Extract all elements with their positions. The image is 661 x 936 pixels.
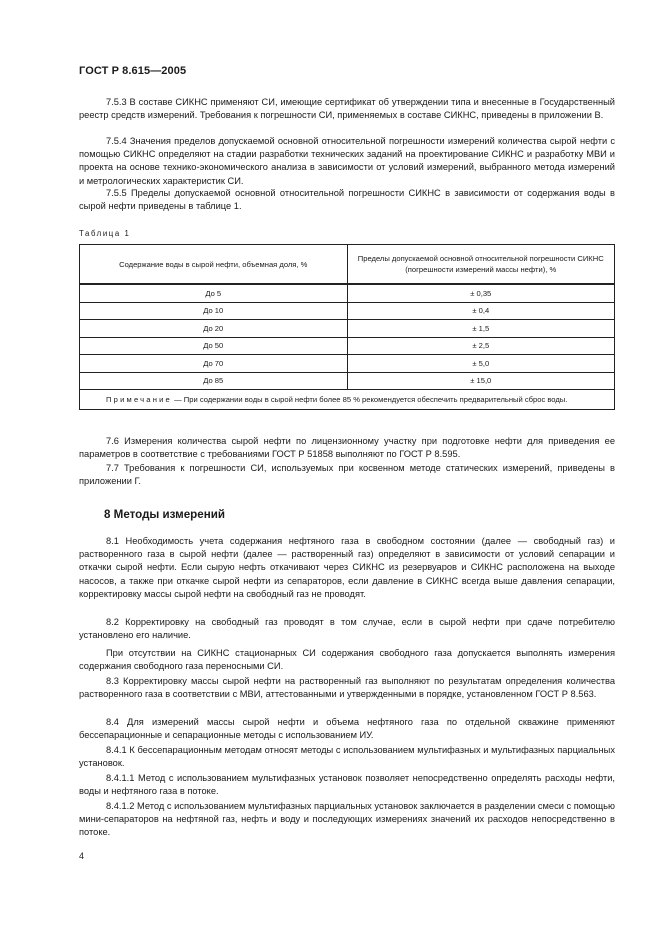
paragraph-7-5-4: 7.5.4 Значения пределов допускаемой основной относительной погрешности измерений количества сырой нефти с помощью СИКНС определяют на стадии разработки технических заданий на проектирование СИКНС и разработку МВИ и проекта на основе технико-экономического анализа в зависимости от условий измерений, выбранного метода измерений и метрологических характеристик СИ. [79, 136, 615, 186]
cell-limit: ± 0,35 [347, 284, 615, 302]
table-row [80, 320, 615, 338]
cell-limit: ± 0,4 [347, 302, 615, 320]
table-1 [79, 244, 615, 410]
note-label: Примечание [106, 395, 172, 404]
cell-limit: ± 15,0 [347, 372, 615, 390]
paragraph-8-4-1: 8.4.1 К бессепарационным методам относят методы с использованием мультифазных и мультифазных парциальных установок. [79, 745, 615, 769]
cell-water: До 50 [80, 337, 348, 355]
note-text: — При содержании воды в сырой нефти более 85 % рекомендуется обеспечить предварительный сброс воды. [174, 395, 568, 404]
cell-limit: ± 1,5 [347, 320, 615, 338]
cell-water: До 70 [80, 355, 348, 373]
table-row [80, 355, 615, 373]
paragraph-8-4: 8.4 Для измерений массы сырой нефти и объема нефтяного газа по отдельной скважине применяют бессепарационные и сепарационные методы с использованием ИУ. [79, 717, 615, 741]
cell-limit: ± 2,5 [347, 337, 615, 355]
page-number: 4 [79, 851, 85, 861]
table-note [80, 390, 615, 410]
section-title: 8 Методы измерений [104, 508, 225, 521]
paragraph-7-5-3: 7.5.3 В составе СИКНС применяют СИ, имеющие сертификат об утверждении типа и внесенные в Государственный реестр средств измерений. Требования к погрешности СИ, применяемых в составе СИКНС, приведены в приложении В. [79, 97, 615, 121]
cell-water: До 85 [80, 372, 348, 390]
paragraph-8-4-1-2: 8.4.1.2 Метод с использованием мультифазных парциальных установок заключается в разделении смеси с помощью мини-сепараторов на нефтяной газ, нефть и воду и последующих измерениях значений их расходов непосредственно в потоке. [79, 801, 615, 838]
paragraph-8-2: 8.2 Корректировку на свободный газ проводят в том случае, если в сырой нефти при сдаче потребителю установлено его наличие. [79, 617, 615, 641]
table-caption: Таблица 1 [79, 229, 131, 238]
paragraph-7-5-5: 7.5.5 Пределы допускаемой основной относительной погрешности СИКНС в зависимости от содержания воды в сырой нефти приведены в таблице 1. [79, 188, 615, 212]
table-header-row [80, 245, 615, 285]
table-row [80, 284, 615, 302]
paragraph-7-6: 7.6 Измерения количества сырой нефти по лицензионному участку при подготовке нефти для приведения ее параметров в соответствие с требованиями ГОСТ Р 51858 выполняют по ГОСТ Р 8.595. [79, 436, 615, 460]
table-row [80, 372, 615, 390]
document-header: ГОСТ Р 8.615—2005 [79, 65, 187, 77]
paragraph-8-4-1-1: 8.4.1.1 Метод с использованием мультифазных установок позволяет непосредственно определять расходы нефти, воды и нефтяного газа в потоке. [79, 773, 615, 797]
table-row [80, 337, 615, 355]
table-row [80, 302, 615, 320]
cell-water: До 5 [80, 284, 348, 302]
cell-water: До 20 [80, 320, 348, 338]
cell-limit: ± 5,0 [347, 355, 615, 373]
table-note-row [80, 390, 615, 410]
table-header-limit: Пределы допускаемой основной относительной погрешности СИКНС (погрешности измерений массы нефти), % [347, 245, 615, 285]
paragraph-8-1: 8.1 Необходимость учета содержания нефтяного газа в свободном состоянии (далее — свободный газ) и растворенного газа в сырой нефти (далее — растворенный газ) определяют в зависимости от условий сепарации и откачки сырой нефти. Если сырую нефть откачивают через СИКНС из резервуаров и СИКНС расположена на выходе насосов, а также при откачке сырой нефти из сепараторов, если давление в СИКНС всегда выше давления сепарации, корректировку массы сырой нефти на свободный газ не проводят. [79, 536, 615, 599]
paragraph-8-2-2: При отсутствии на СИКНС стационарных СИ содержания свободного газа допускается выполнять измерения содержания свободного газа переносными СИ. [79, 648, 615, 672]
table-header-water: Содержание воды в сырой нефти, объемная доля, % [80, 245, 348, 285]
paragraph-7-7: 7.7 Требования к погрешности СИ, используемых при косвенном методе статических измерений, приведены в приложении Г. [79, 463, 615, 487]
paragraph-8-3: 8.3 Корректировку массы сырой нефти на растворенный газ выполняют по результатам определения количества растворенного газа в соответствии с МВИ, аттестованными и утвержденными в порядке, установленном ГОСТ Р 8.563. [79, 676, 615, 700]
cell-water: До 10 [80, 302, 348, 320]
